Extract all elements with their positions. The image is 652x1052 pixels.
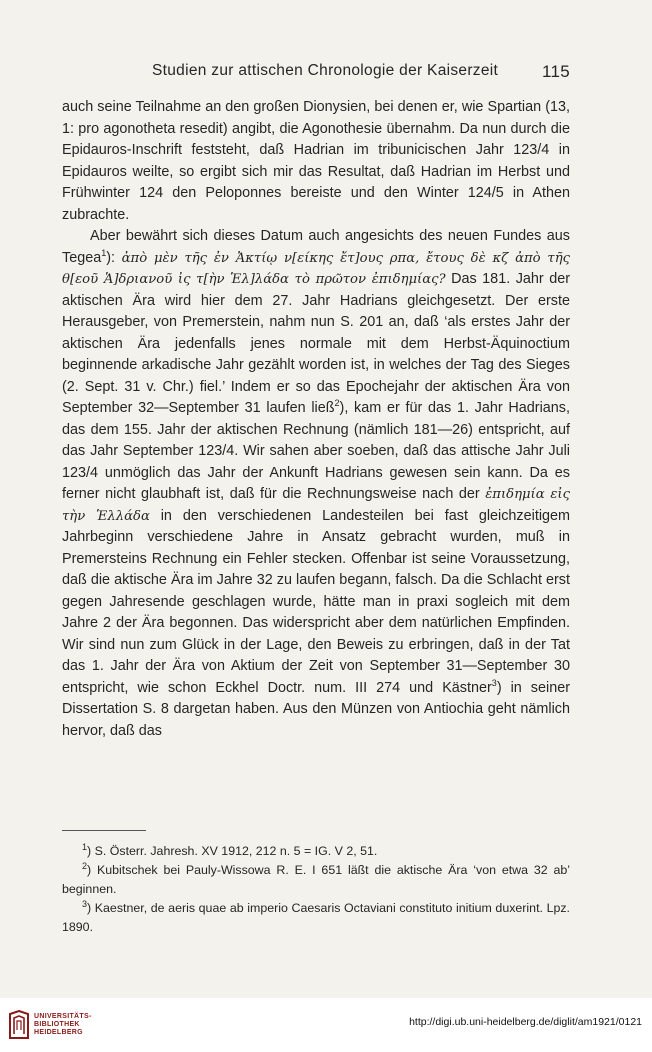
footnote	[62, 861, 570, 899]
library-name-line: HEIDELBERG	[34, 1029, 83, 1036]
library-name	[34, 1013, 92, 1037]
footnote-text: Kaestner, de aeris quae ab imperio Caesaris Octaviani constituto initium duxerint. Lpz. 1890.	[62, 901, 570, 934]
footnote-paren: )	[87, 844, 95, 858]
footnote-marker: 1	[101, 247, 107, 258]
running-header	[62, 62, 570, 84]
text-run: Das 181. Jahr der aktischen Ära wird hier dem 27. Jahr Hadrians gleichgesetzt. Der erste Herausgeber, von Premerstein, nahm nun S. 201 an, daß ‘als erstes Jahr der aktischen Ära jedenfalls jenes normale mit dem Herbst-Äquinoctium beginnende arkadische Jahr gezählt worden ist, in welches der Tag des Sieges (2. Sept. 31 v. Chr.) fiel.’ Indem er so das Epochejahr der aktischen Ära von September 32—September 31 laufen ließ	[62, 271, 570, 416]
text-run: ):	[106, 249, 122, 266]
library-name-line: BIBLIOTHEK	[34, 1021, 80, 1028]
footnote-number: 2	[82, 860, 88, 871]
footnote	[62, 842, 570, 861]
footnote-paren: )	[87, 863, 97, 877]
footnote-text: Kubitschek bei Pauly-Wissowa R. E. I 651 läßt die aktische Ära ‘von etwa 32 ab’ beginnen.	[62, 863, 571, 896]
footnote-text: S. Österr. Jahresh. XV 1912, 212 n. 5 = IG. V 2, 51.	[94, 844, 378, 858]
library-name-line: UNIVERSITÄTS-	[34, 1013, 92, 1020]
body-paragraph	[62, 97, 570, 226]
text-run: auch seine Teilnahme an den großen Dionysien, bei denen er, wie Spartian (13, 1: pro agonotheta resedit) angibt, die Agonothesie übernahm. Da nun durch die Epidauros-Inschrift feststeht, daß Hadrian im tribunicischen Jahr 123/4 in Epidauros weilte, so ergibt sich mir das Resultat, daß Hadrian im Herbst und Frühwinter 124 den Peloponnes bereiste und den Winter 124/5 in Athen zubrachte.	[62, 99, 570, 223]
greek-quotation: ἀπὸ μὲν τῆς ἐν Ἀκτίῳ ν[είκης ἔτ]ους ρπα, ἔτους δὲ κζ ἀπὸ τῆς θ[εοῦ Ἁ]δριανοῦ ἰς τ[ὴν Ἑλ]λάδα τὸ πρῶτον ἐπιδημίας?	[62, 250, 571, 287]
running-title: Studien zur attischen Chronologie der Kaiserzeit	[152, 62, 499, 79]
footnote	[62, 899, 570, 937]
footnotes	[62, 842, 570, 937]
body-text	[62, 97, 570, 742]
footnote-separator	[62, 830, 146, 831]
footnote-number: 1	[82, 841, 88, 852]
body-paragraph	[62, 226, 570, 742]
footnote-marker: 2	[334, 398, 340, 409]
source-url-link[interactable]: http://digi.ub.uni-heidelberg.de/diglit/am1921/0121	[409, 1016, 642, 1028]
text-run: ), kam er für das 1. Jahr Hadrians, das dem 155. Jahr der aktischen Rechnung (nämlich 181—26) entspricht, auf das Jahr September 123/4. Wir sahen aber soeben, daß das attische Jahr Juli 123/4 unmöglich das Jahr der Ankunft Hadrians gewesen sein kann. Da es ferner nicht glaubhaft ist, daß für die Rechnungsweise nach der	[62, 400, 570, 502]
page-number: 115	[541, 62, 570, 81]
text-run: in den verschiedenen Landesteilen bei fast gleichzeitigem Jahrbeginn verschiedene Jahre in Ansatz gebracht wurden, muß in Premersteins Rechnung ein Fehler stecken. Offenbar ist seine Voraussetzung, daß die aktische Ära im Jahre 32 zu laufen begann, falsch. Da die Schlacht erst gegen Jahresende geschlagen wurde, hätte man in praxi sogleich mit dem Jahre 2 der Ära begonnen. Das widerspricht aber dem natürlichen Empfinden. Wir sind nun zum Glück in der Lage, den Beweis zu erbringen, daß in der Tat das 1. Jahr der Ära von Aktium der Zeit von September 31—September 30 entspricht, wie schon Eckhel Doctr. num. III 274 und Kästner	[62, 507, 571, 696]
text-run: ) in seiner Dissertation S. 8 dargetan haben. Aus den Münzen von Antiochia geht nämlich hervor, daß das	[62, 679, 571, 739]
library-logo-icon	[8, 1010, 30, 1040]
footnote-number: 3	[82, 898, 88, 909]
greek-quotation: ἐπιδημία εἰς τὴν Ἑλλάδα	[62, 487, 570, 524]
text-run: Aber bewährt sich dieses Datum auch angesichts des neuen Fundes aus Tegea	[62, 228, 570, 266]
footnote-paren: )	[87, 901, 95, 915]
footnote-marker: 3	[491, 677, 497, 688]
